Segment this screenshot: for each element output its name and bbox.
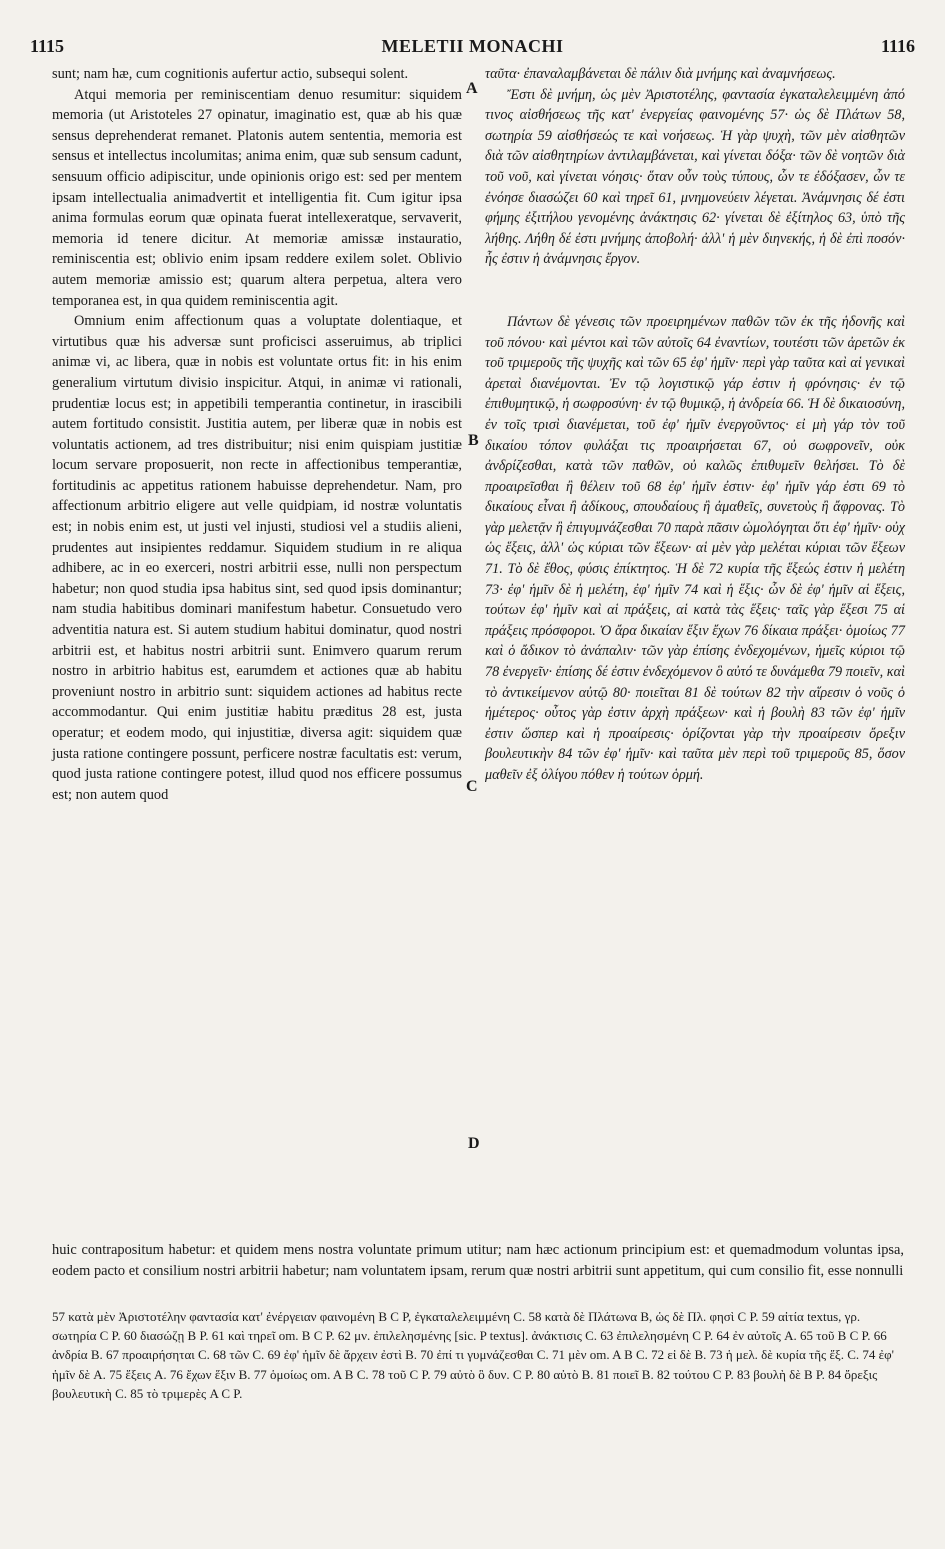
footnotes	[52, 1307, 904, 1403]
running-header	[30, 36, 915, 60]
margin-marker-c: C	[466, 778, 478, 795]
page-number-left: 1115	[30, 36, 65, 56]
full-width-continuation: huic contrapositum habetur: et quidem mens nostra voluntate primum utitur; nam hæc actionum principium est: et quemadmodum voluntas ipsa, eodem pacto et consilium nostri arbitrii habetur; nam voluntatem ipsam, rerum quæ nostri arbitrii sunt appetitum, qui cum consilio fit, esse nonnulli	[52, 1242, 904, 1279]
margin-marker-d: D	[468, 1135, 480, 1152]
greek-column	[485, 64, 905, 786]
latin-paragraph-1: sunt; nam hæ, cum cognitionis aufertur actio, subsequi solent.	[52, 66, 409, 82]
greek-paragraph-1: ταῦτα· ἐπαναλαμβάνεται δὲ πάλιν διὰ μνήμης καὶ ἀναμνήσεως.	[485, 66, 836, 82]
latin-column	[52, 64, 462, 805]
margin-marker-a: A	[466, 80, 478, 97]
greek-paragraph-3: Πάντων δὲ γένεσις τῶν προειρημένων παθῶν τῶν ἐκ τῆς ἡδονῆς καὶ τοῦ πόνου· καὶ μέντοι καὶ τῶν αὐτοῖς 64 ἐναντίων, τουτέστι τῶν ἀρετῶν ἐκ τοῦ τριμεροῦς τῆς ψυχῆς καὶ τῶν 65 ἐφ' ἡμῖν· περὶ γὰρ ταῦτα καὶ αἱ γενικαὶ ἀρεταὶ διανέμονται. Ἐν τῷ λογιστικῷ γάρ ἐστιν ἡ φρόνησις· ἐν τῷ ἐπιθυμητικῷ, ἡ σωφροσύνη· ἐν τῷ θυμικῷ, ἡ ἀνδρεία 66. Ἡ δὲ δικαιοσύνη, ἐν τοῖς τρισὶ διανέμεται, τοῦ ἐφ' ἡμῖν ἐνεργοῦντος· εἰ μὴ γάρ τὸν τοῦ δικαίου τόπον φυλάξαι τις προαιρήσεται 67, οὐ σωφρονεῖν, οὐκ ἀνδρίζεσθαι, κατὰ τῶν παθῶν, οὐ καλῶς ἐπιθυμεῖν θελήσει. Τὸ δὲ προαιρεῖσθαι ἢ θέλειν τοῦ 68 ἐφ' ἡμῖν ἐστιν· ἐφ' ἡμῖν γάρ ἐστι 69 τὸ δικαίους εἶναι ἢ ἀδίκους, σπουδαίους ἢ ἀμαθεῖς, συνετοὺς ἢ ἄφρονας. Τὸ γὰρ μελετᾷν ἢ ἐπιγυμνάζεσθαι 70 παρὰ πᾶσιν ὡμολόγηται ὅτι ἐφ' ἡμῖν· οὐχ ὡς ἕξεις, ἀλλ' ὡς κύριαι τῶν ἕξεων· αἱ μὲν γὰρ μελέται κύριαι τῶν ἕξεων 71. Τὸ δὲ ἔθος, φύσις ἐπίκτητος. Ἡ δὲ 72 κυρία τῆς ἕξεώς ἐστιν ἡ μελέτη 73· ἐφ' ἡμῖν δὲ ἡ μελέτη, ἐφ' ἡμῖν 74 καὶ ἡ ἕξις· ὧν δὲ ἐφ' ἡμῖν αἱ ἕξεις, τούτων ἐφ' ἡμῖν καὶ αἱ πράξεις, αἱ κατὰ τὰς ἕξεις· ταῖς γὰρ ἕξεσι 75 αἱ πράξεις πρόσφοροι. Ὁ ἄρα δικαίαν ἕξιν ἔχων 76 δίκαια πράξει· ὁμοίως 77 καὶ ὁ ἄδικον τὸ ἀνάπαλιν· τῶν γὰρ ἐπίσης ἐνδεχομένων, ἡμεῖς κύριοι τῷ 78 ἐνεργεῖν· ἐπίσης δέ ἐστιν ἐνδεχόμενον ὃ αὐτό τε δυνάμεθα 79 ποιεῖν, καὶ τὸ ἀντικείμενον αὐτῷ 80· ποιεῖται 81 δὲ τούτων 82 τὴν αἵρεσιν ὁ νοῦς ὁ ἡμέτερος· οὗτος γὰρ ἐστιν ἀρχὴ πράξεων· καὶ ἡ βουλὴ 83 τῶν ἐφ' ἡμῖν ἐστιν ὥσπερ καὶ ἡ προαίρεσις· ὁρίζονται γὰρ τὴν προαίρεσιν ὄρεξιν βουλευτικὴν 84 τῶν ἐφ' ἡμῖν· καὶ ταῦτα μὲν περὶ τοῦ τριμεροῦς 85, ὅσον μαθεῖν ἐξ ὀλίγου πόθεν ἡ τούτων ὁρμή.	[485, 313, 905, 783]
running-title: MELETII MONACHI	[381, 36, 564, 56]
margin-marker-b: B	[468, 432, 479, 449]
page-number-right: 1116	[880, 36, 915, 56]
latin-paragraph-3: Omnium enim affectionum quas a voluptate dolentiaque, et virtutibus quæ his adversæ sunt proficisci asseruimus, ab triplici animæ vi, ac libera, quæ in nobis est voluntate ortus fit: in his enim generalium virtutum divisio inspicitur. Atqui, in animæ vi rationali, prudentiæ locus est; in appetibili temperantia continetur, in irascibili autem fortitudo consistit. Justitia autem, per liberæ quæ in nobis est voluntatis actionem, ad tres distribuitur; nisi enim quispiam justitiæ locum servare proposuerit, non recte in affectionibus temperantiæ, fortitudinis ac appetitus rationem habuisse deprehendetur. Nam, pro affectionum arbitrio eligere aut velle quidpiam, id nostræ voluntatis est; in nobis enim est, ut justi vel injusti, studiosi vel a studiis alieni, prudentes aut insipientes reddamur. Siquidem studium in re aliqua adhibere, ac in eo exerceri, nostri arbitrii esse, nulli non perspectum habetur; non quod studia ipsa habitus sint, sed quod ipsis dominantur; nam studia habitibus dominari manifestum habetur. Consuetudo vero adventitia natura est. Si autem studium habitui dominatur, quod nostri arbitrii est, et habitus nostri arbitrii sunt. Enimvero quarum rerum nostro in arbitrio habitus est, earumdem et actiones quæ ab habitu proveniunt nostro in arbitrio sunt: siquidem actiones ad habitus recte accommodantur. Qui enim justitiæ habitu præditus 28 est, justa operatur; et eodem modo, qui injustitiæ, diversa agit: siquidem quæ justa ratione contingere possunt, perficere nostræ facultatis est: verum, quod justa ratione contingere potest, illud quod nos efficere possumus est; non autem quod	[52, 313, 462, 803]
latin-paragraph-2: Atqui memoria per reminiscentiam denuo resumitur: siquidem memoria (ut Aristoteles 27 opinatur, imaginatio est, quæ ab his quæ sensus deprehenderat remanet. Platonis autem sententia, memoria est sensus et intellectus incolumitas; anima enim, quæ sub sensum cadunt, sensuum officio adipiscitur, unde opinionis origo est: sed per mentem ipsam intellectualia animadvertit et intelligentia fit. Cum igitur ipsa anima formulas eorum quæ opinata fuerat intellexeratque, servaverit, memoria id tenere dicitur. At memoriæ amissæ instauratio, reminiscentia est; oblivio enim ipsam reddere exilem solet. Oblivio autem memoriæ amissio est; quarum altera perpetua, altera vero temporanea est, in qua quidem reminiscentia agit.	[52, 86, 462, 309]
footnote-block: 57 κατὰ μὲν Ἀριστοτέλην φαντασία κατ' ἐνέργειαν φαινομένη B C P, ἐγκαταλελειμμένη C. 58 κατὰ δὲ Πλάτωνα B, ὡς δὲ Πλ. φησὶ C P. 59 αἰτία textus, γρ. σωτηρία C P. 60 διασώζῃ B P. 61 καὶ τηρεῖ om. B C P. 62 μν. ἐπιλελησμένης [sic. P textus]. ἀνάκτισις C. 63 ἐπιλελησμένη C P. 64 ἐν αὐτοῖς A. 65 τοῦ B C P. 66 ἀνδρία B. 67 προαιρήσηται C. 68 τῶν C. 69 ἐφ' ἡμῖν δὲ ἄρχειν ἐστὶ B. 70 ἐπί τι γυμνάζεσθαι C. 71 μὲν om. A B C. 72 εἰ δὲ B. 73 ἡ μελ. δὲ κυρία τῆς ἕξ. C. 74 ἐφ' ἡμῖν δὲ A. 75 ἕξεις A. 76 ἔχων ἕξιν B. 77 ὁμοίως om. A B C. 78 τοῦ C P. 79 αὐτὸ ὃ δυν. C P. 80 αὐτὸ B. 81 ποιεῖ B. 82 τούτου C P. 83 βουλὴ δὲ B P. 84 ὄρεξις βουλευτικὴ C. 85 τὸ τριμερὲς A C P.	[52, 1309, 894, 1401]
greek-paragraph-2: Ἔστι δὲ μνήμη, ὡς μὲν Ἀριστοτέλης, φαντασία ἐγκαταλελειμμένη ἀπό τινος αἰσθήσεως τῆς κατ' ἐνεργείας φαινομένης 57· ὡς δὲ Πλάτων 58, σωτηρία 59 αἰσθήσεώς τε καὶ νοήσεως. Ἡ γὰρ ψυχὴ, τῶν μὲν αἰσθητῶν διὰ τῶν αἰσθητηρίων ἀντιλαμβάνεται, καὶ γίνεται δόξα· τῶν δὲ νοητῶν διὰ τοῦ νοῦ, καὶ γίνεται νόησις· ὅταν οὖν τοὺς τύπους, ὧν τε ἐδόξασεν, ὧν τε ἐνόησε διασώζει 60 καὶ τηρεῖ 61, μνημονεύειν λέγεται. Ἀνάμνησις δέ ἐστι φήμης ἐξιτήλου γενομένης ἀνάκτησις 62· γίνεται δὲ ἐξίτηλος 63, ὑπὸ τῆς λήθης. Λήθη δέ ἐστι μνήμης ἀποβολή· ἀλλ' ἡ μὲν διηνεκής, ἡ δὲ ἐπὶ ποσόν· ἧς ἐστιν ἡ ἀνάμνησις ἔργον.	[485, 86, 905, 268]
